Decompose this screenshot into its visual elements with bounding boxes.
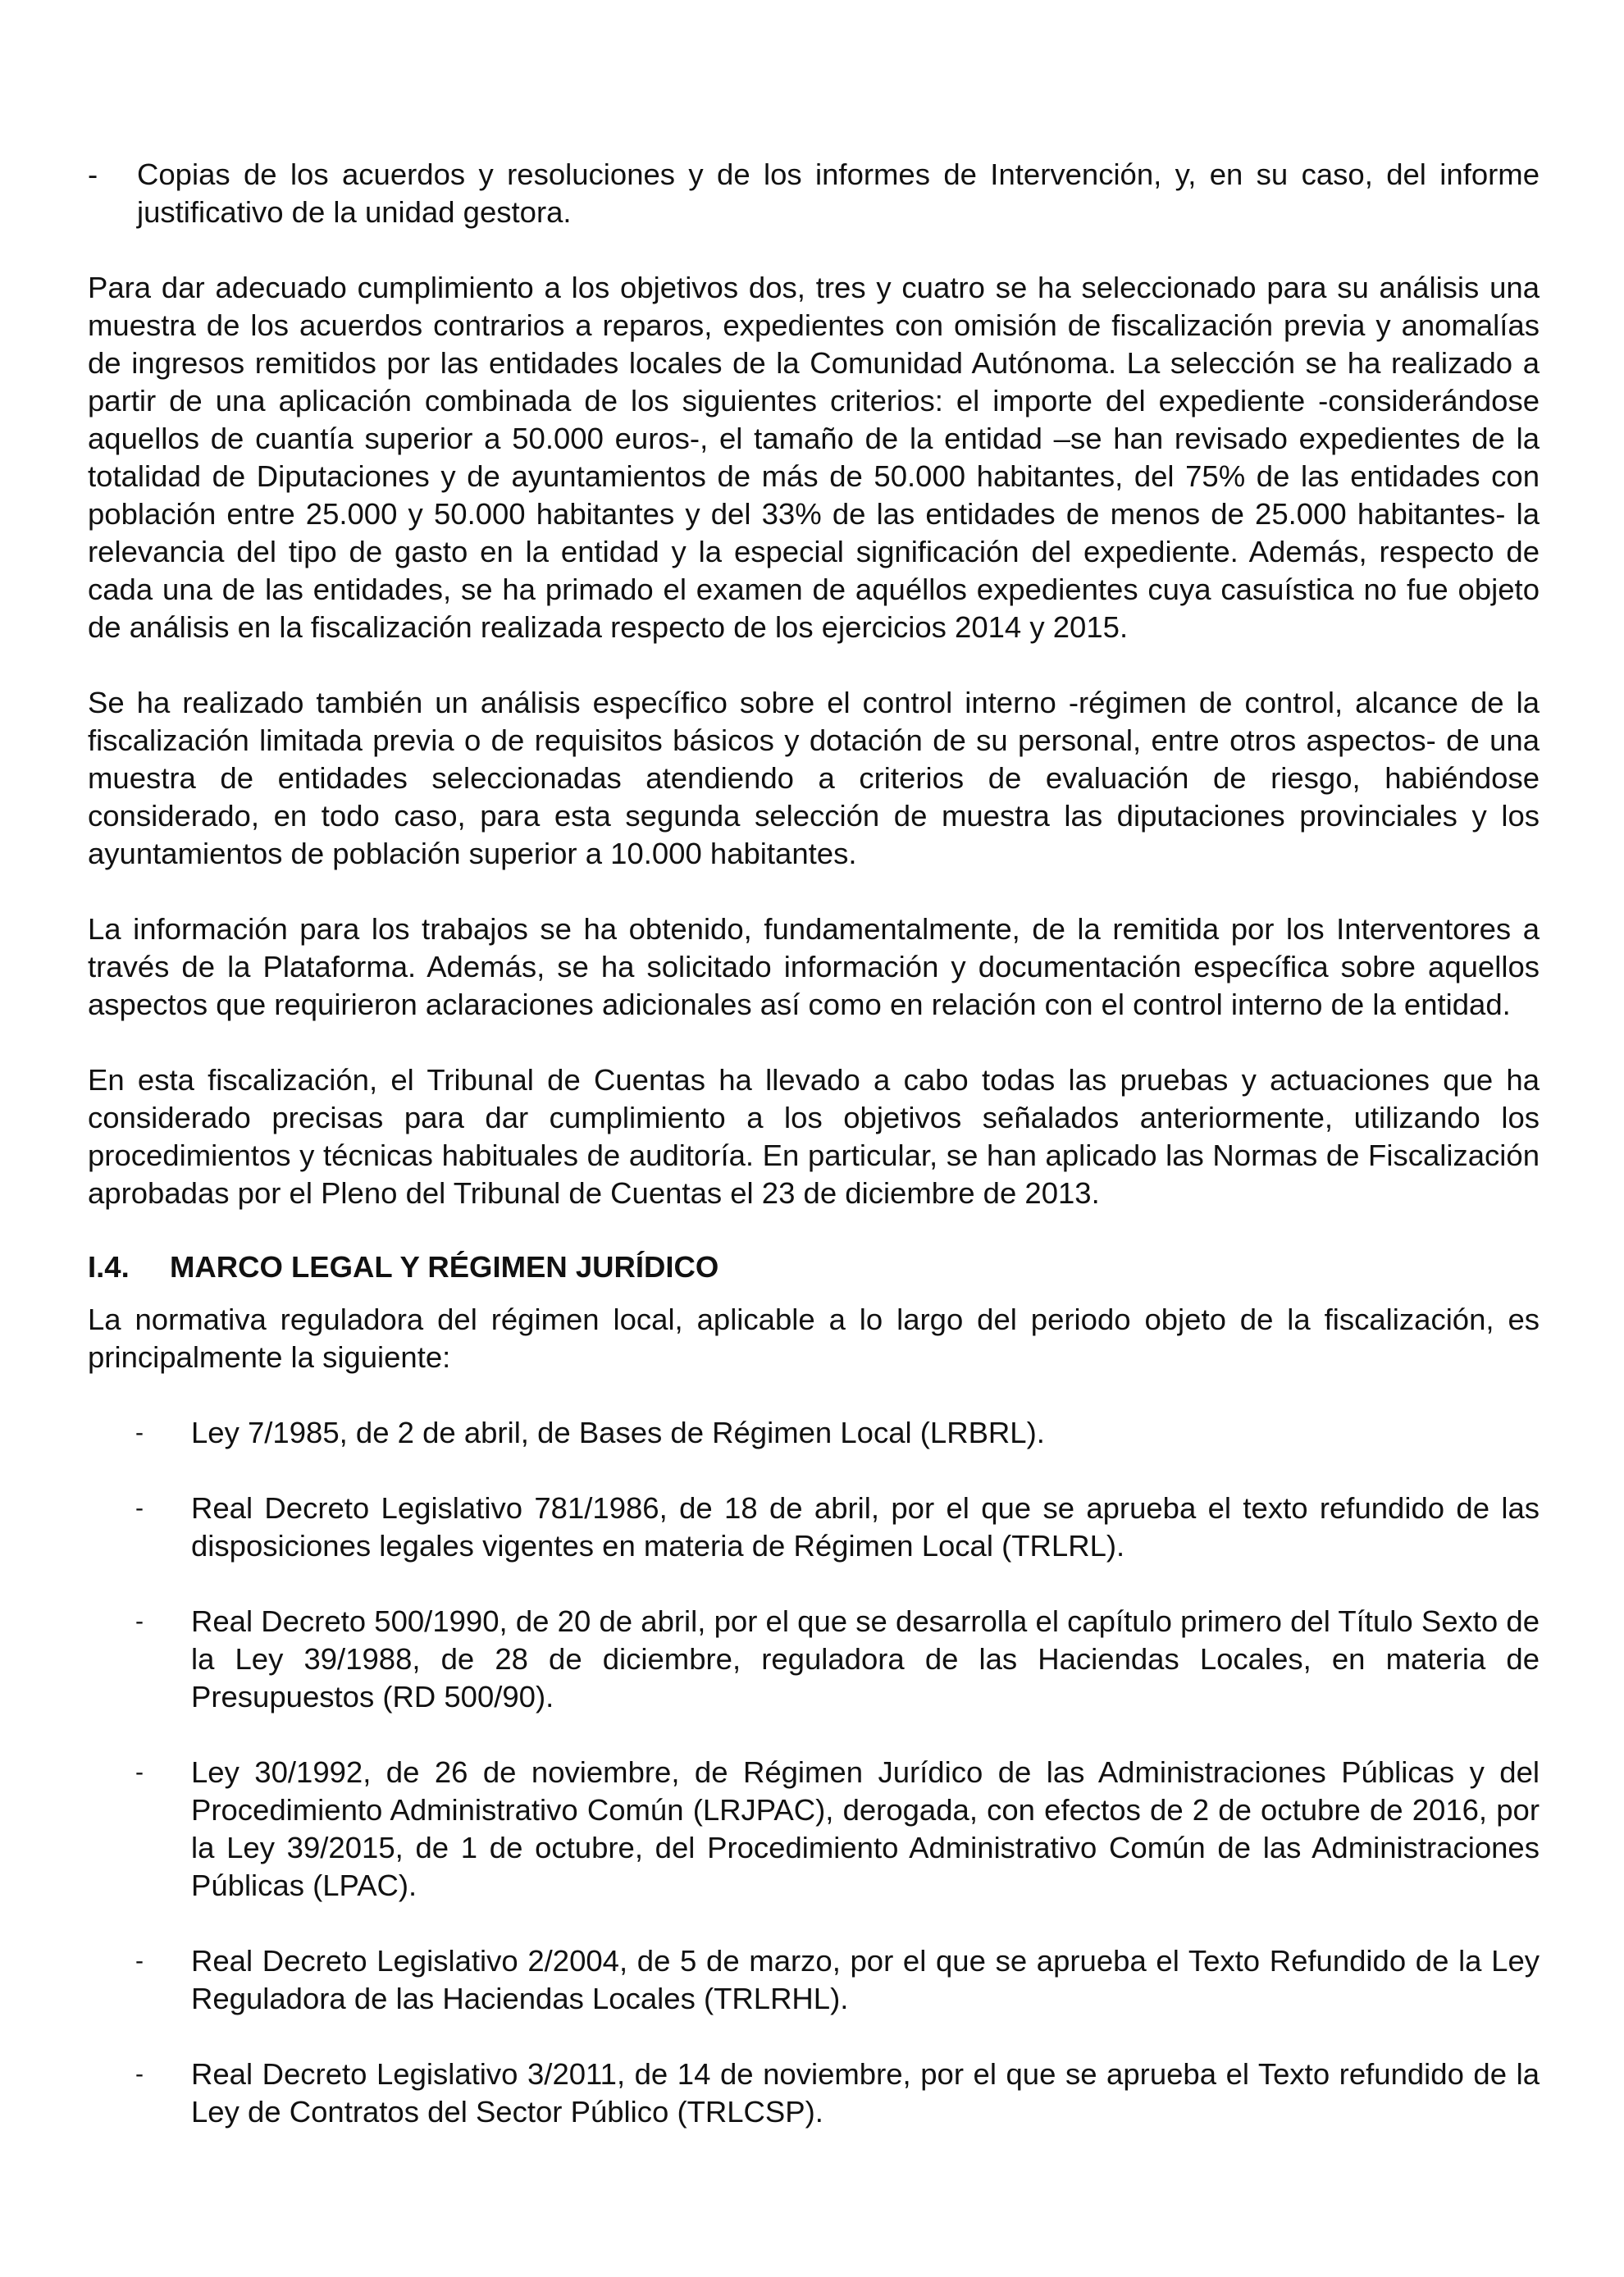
paragraph-sample-selection: Para dar adecuado cumplimiento a los objetivos dos, tres y cuatro se ha seleccionado para su análisis una muestra de los acuerdos contrarios a reparos, expedientes con omisión de fiscalización previa y anomalías de ingresos remitidos por las entidades locales de la Comunidad Autónoma. La selección se ha realizado a partir de una aplicación combinada de los siguientes criterios: el importe del expediente -considerándose aquellos de cuantía superior a 50.000 euros-, el tamaño de la entidad –se han revisado expedientes de la totalidad de Diputaciones y de ayuntamientos de más de 50.000 habitantes, del 75% de las entidades con población entre 25.000 y 50.000 habitantes y del 33% de las entidades de menos de 25.000 habitantes- la relevancia del tipo de gasto en la entidad y la especial significación del expediente. Además, respecto de cada una de las entidades, se ha primado el examen de aquéllos expedientes cuya casuística no fue objeto de análisis en la fiscalización realizada respecto de los ejercicios 2014 y 2015.	[88, 271, 1540, 644]
law-text: Ley 7/1985, de 2 de abril, de Bases de Régimen Local (LRBRL).	[191, 1416, 1045, 1449]
bullet-dash: -	[135, 1759, 144, 1786]
intro-bullet-item	[88, 156, 1540, 231]
bullet-dash: -	[135, 2060, 144, 2088]
law-text: Ley 30/1992, de 26 de noviembre, de Régimen Jurídico de las Administraciones Públicas y del Procedimiento Administrativo Común (LRJPAC), derogada, con efectos de 2 de octubre de 2016, por la Ley 39/2015, de 1 de octubre, del Procedimiento Administrativo Común de las Administraciones Públicas (LPAC).	[191, 1755, 1540, 1902]
list-item	[88, 2056, 1540, 2131]
law-text: Real Decreto Legislativo 2/2004, de 5 de marzo, por el que se aprueba el Texto Refundido de la Ley Reguladora de las Haciendas Locales (TRLRHL).	[191, 1944, 1540, 2015]
law-text: Real Decreto Legislativo 781/1986, de 18 de abril, por el que se aprueba el texto refundido de las disposiciones legales vigentes en materia de Régimen Local (TRLRL).	[191, 1491, 1540, 1563]
section-heading	[88, 1248, 1540, 1286]
bullet-dash: -	[88, 157, 98, 191]
bullet-dash: -	[135, 1419, 144, 1446]
document-page	[88, 156, 1540, 2169]
intro-bullet-text: Copias de los acuerdos y resoluciones y de los informes de Intervención, y, en su caso, del informe justificativo de la unidad gestora.	[137, 157, 1540, 229]
list-item	[88, 1942, 1540, 2018]
bullet-dash: -	[135, 1494, 144, 1522]
list-item	[88, 1414, 1540, 1452]
paragraph-audit-standards: En esta fiscalización, el Tribunal de Cuentas ha llevado a cabo todas las pruebas y actuaciones que ha considerado precisas para dar cumplimiento a los objetivos señalados anteriormente, utilizando los procedimientos y técnicas habituales de auditoría. En particular, se han aplicado las Normas de Fiscalización aprobadas por el Pleno del Tribunal de Cuentas el 23 de diciembre de 2013.	[88, 1063, 1540, 1210]
list-item	[88, 1754, 1540, 1905]
section-title: MARCO LEGAL Y RÉGIMEN JURÍDICO	[170, 1250, 719, 1284]
law-text: Real Decreto Legislativo 3/2011, de 14 de noviembre, por el que se aprueba el Texto refundido de la Ley de Contratos del Sector Público (TRLCSP).	[191, 2057, 1540, 2129]
paragraph-internal-control: Se ha realizado también un análisis específico sobre el control interno -régimen de control, alcance de la fiscalización limitada previa o de requisitos básicos y dotación de su personal, entre otros aspectos- de una muestra de entidades seleccionadas atendiendo a criterios de evaluación de riesgo, habiéndose considerado, en todo caso, para esta segunda selección de muestra las diputaciones provinciales y los ayuntamientos de población superior a 10.000 habitantes.	[88, 686, 1540, 870]
bullet-dash: -	[135, 1947, 144, 1974]
paragraph-information-sources: La información para los trabajos se ha obtenido, fundamentalmente, de la remitida por los Interventores a través de la Plataforma. Además, se ha solicitado información y documentación específica sobre aquellos aspectos que requirieron aclaraciones adicionales así como en relación con el control interno de la entidad.	[88, 912, 1540, 1021]
law-list	[88, 1414, 1540, 2131]
bullet-dash: -	[135, 1608, 144, 1635]
section-number: I.4.	[88, 1250, 130, 1284]
list-item	[88, 1490, 1540, 1565]
law-text: Real Decreto 500/1990, de 20 de abril, por el que se desarrolla el capítulo primero del Título Sexto de la Ley 39/1988, de 28 de diciembre, reguladora de las Haciendas Locales, en materia de Presupuestos (RD 500/90).	[191, 1604, 1540, 1713]
list-item	[88, 1603, 1540, 1716]
section-intro: La normativa reguladora del régimen local, aplicable a lo largo del periodo objeto de la fiscalización, es principalmente la siguiente:	[88, 1303, 1540, 1374]
